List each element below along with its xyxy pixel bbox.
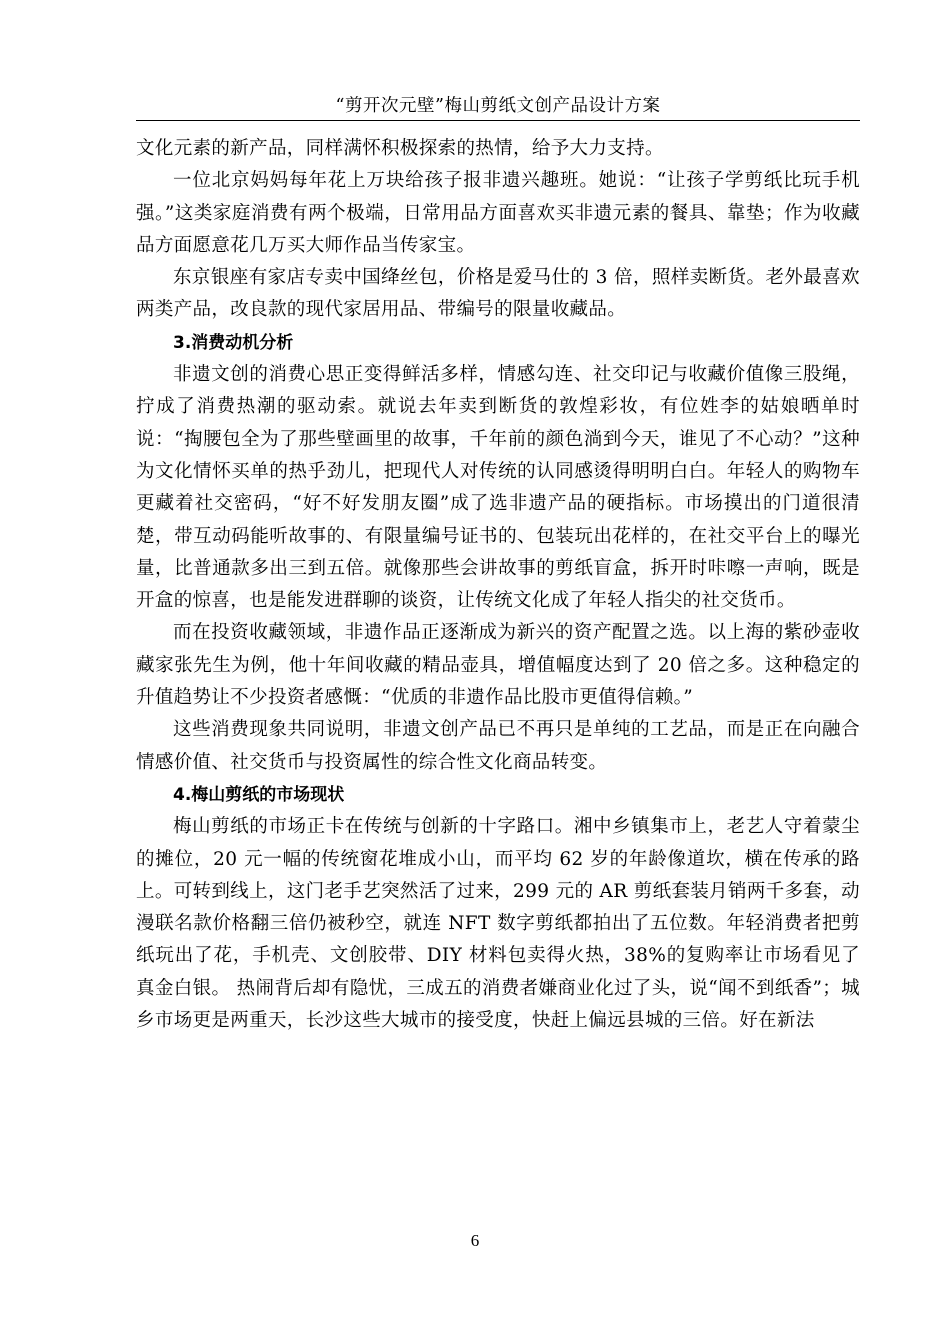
paragraph-summary: 这些消费现象共同说明，非遗文创产品已不再只是单纯的工艺品，而是正在向融合情感价值、社交货币与投资属性的综合性文化商品转变。 xyxy=(136,719,860,773)
paragraph-tokyo-ginza: 东京银座有家店专卖中国绛丝包，价格是爱马仕的 3 倍，照样卖断货。老外最喜欢两类产品，改良款的现代家居用品、带编号的限量收藏品。 xyxy=(136,267,860,321)
page-header-title: “剪开次元壁”梅山剪纸文创产品设计方案 xyxy=(335,96,661,116)
paragraph-consumption-motivation: 非遗文创的消费心思正变得鲜活多样，情感勾连、社交印记与收藏价值像三股绳，拧成了消费热潮的驱动索。就说去年卖到断货的敦煌彩妆，有位姓李的姑娘晒单时说：“掏腰包全为了那些壁画里的故事，千年前的颜色淌到今天，谁见了不心动？”这种为文化情怀买单的热乎劲儿，把现代人对传统的认同感烫得明明白白。年轻人的购物车更藏着社交密码，“好不好发朋友圈”成了选非遗产品的硬指标。市场摸出的门道很清楚，带互动码能听故事的、有限量编号证书的、包装玩出花样的，在社交平台上的曝光量，比普通款多出三到五倍。就像那些会讲故事的剪纸盲盒，拆开时咔嚓一声响，既是开盒的惊喜，也是能发进群聊的谈资，让传统文化成了年轻人指尖的社交货币。 xyxy=(136,364,860,612)
paragraph-market-status: 梅山剪纸的市场正卡在传统与创新的十字路口。湘中乡镇集市上，老艺人守着蒙尘的摊位，20 元一幅的传统窗花堆成小山，而平均 62 岁的年龄像道坎，横在传承的路上。可转到线上，这门老手艺突然活了过来，299 元的 AR 剪纸套装月销两千多套，动漫联名款价格翻三倍仍被秒空，就连 NFT 数字剪纸都拍出了五位数。年轻消费者把剪纸玩出了花，手机壳、文创胶带、DIY 材料包卖得火热，38%的复购率让市场看见了真金白银。 热闹背后却有隐忧，三成五的消费者嫌商业化过了头，说“闻不到纸香”；城乡市场更是两重天，长沙这些大城市的接受度，快赶上偏远县城的三倍。好在新法 xyxy=(136,816,860,1032)
section-heading-market-status: 4.梅山剪纸的市场现状 xyxy=(173,784,345,805)
paragraph-continuation: 文化元素的新产品，同样满怀积极探索的热情，给予大力支持。 xyxy=(136,138,664,159)
section-heading-consumption-motivation: 3.消费动机分析 xyxy=(173,332,294,353)
paragraph-beijing-mother: 一位北京妈妈每年花上万块给孩子报非遗兴趣班。她说：“让孩子学剪纸比玩手机强。”这类家庭消费有两个极端，日常用品方面喜欢买非遗元素的餐具、靠垫；作为收藏品方面愿意花几万买大师作品当传家宝。 xyxy=(136,170,860,256)
header-divider xyxy=(136,120,860,121)
page-number: 6 xyxy=(470,1231,480,1250)
document-body xyxy=(136,133,860,1037)
paragraph-investment-collection: 而在投资收藏领域，非遗作品正逐渐成为新兴的资产配置之选。以上海的紫砂壶收藏家张先生为例，他十年间收藏的精品壶具，增值幅度达到了 20 倍之多。这种稳定的升值趋势让不少投资者感慨：“优质的非遗作品比股市更值得信赖。” xyxy=(136,622,860,709)
